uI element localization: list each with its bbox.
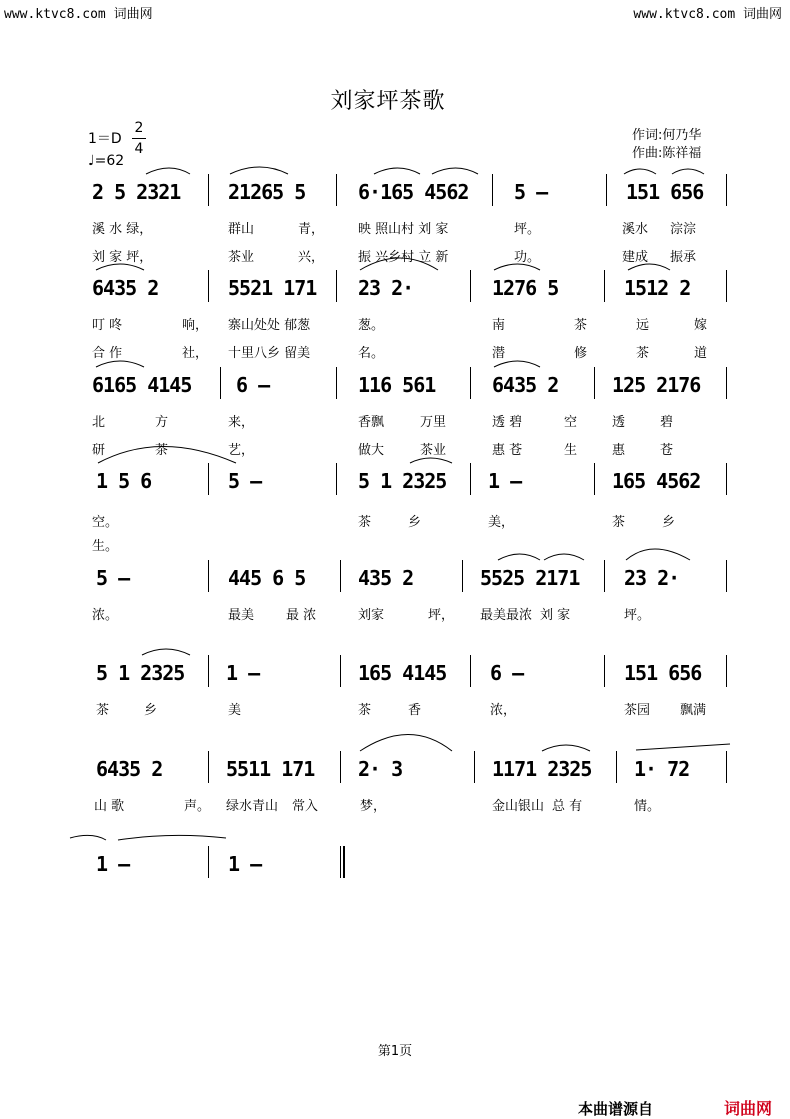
barline [208,751,209,783]
measure: 125 2176 [612,373,701,397]
lyric: 茶 [358,703,372,718]
measure: 165 4145 [358,661,447,685]
measure: 6435 2 [96,757,163,781]
measure: 1171 2325 [492,757,592,781]
lyric: 惠 苍 [492,443,523,458]
lyric: 情。 [634,799,661,814]
lyric: 碧 [660,415,674,430]
measure: 23 2· [624,566,680,590]
composer: 作曲:陈祥福 [632,146,702,161]
lyric: 金山银山 [492,799,545,814]
barline [604,270,605,302]
lyric: 十里八乡 留美 [228,346,311,361]
notes-row [0,757,790,787]
song-title: 刘家坪茶歌 [330,89,446,114]
barline [492,174,493,206]
measure: 445 6 5 [228,566,306,590]
barline [726,751,727,783]
lyric: 道 [694,346,708,361]
lyric: 最美最浓 [480,608,533,623]
lyric: 乡 [662,515,676,530]
lyric: 寨山处处 郁葱 [228,318,311,333]
lyric: 声。 [184,799,211,814]
measure: 6435 2 [92,276,159,300]
slur [498,554,540,560]
barline [616,751,617,783]
measure: 6 – [236,373,270,397]
lyric: 功。 [514,250,541,265]
measure: 1 – [226,661,260,685]
lyric: 社， [182,346,209,361]
lyric: 茶 [155,443,169,458]
lyric: 空。 [92,515,119,530]
measure: 6·165 4562 [358,180,469,204]
lyric: 透 碧 [492,415,523,430]
measure: 2· 3 [358,757,403,781]
slur [374,168,420,174]
measure: 6165 4145 [92,373,192,397]
lyric: 青， [298,222,325,237]
barline [470,270,471,302]
barline [208,846,209,878]
lyric: 万里 [420,415,447,430]
lyric: 茶 [96,703,110,718]
barline [336,463,337,495]
measure: 1512 2 [624,276,691,300]
page-number: 第1页 [377,1044,413,1059]
slur [624,169,656,174]
slur [626,549,690,560]
lyric: 生。 [92,539,119,554]
lyric: 映 照山村 刘 家 [358,222,449,237]
slur [96,361,144,367]
measure: 5 1 2325 [96,661,185,685]
barline [462,560,463,592]
lyric: 透 [612,415,626,430]
notes-row [0,373,790,403]
measure: 23 2· [358,276,414,300]
barline [726,174,727,206]
measure: 5 – [96,566,130,590]
slur [542,745,590,751]
lyric: 梦， [360,799,387,814]
notes-row [0,469,790,499]
lyric: 刘 家 [540,608,571,623]
barline [208,270,209,302]
tie [118,835,226,840]
lyric: 北 [92,415,106,430]
lyric: 茶 [574,318,588,333]
barline [470,655,471,687]
barline [340,655,341,687]
lyric: 茶园 [624,703,651,718]
lyric: 远 [636,318,650,333]
measure: 6 – [490,661,524,685]
lyric: 苍 [660,443,674,458]
measure: 5 1 2325 [358,469,447,493]
barline [470,367,471,399]
measure: 5 – [514,180,548,204]
measure: 5 – [228,469,262,493]
lyric: 合 作 [92,346,123,361]
footer-source-text: 本曲谱源自 [578,1100,654,1118]
time-signature-top: 2 [134,120,144,136]
notes-row [0,661,790,691]
lyric: 美 [228,703,242,718]
measure: 1 – [96,852,130,876]
barline [726,560,727,592]
lyric: 香 [408,703,422,718]
slur [544,554,584,560]
slur [146,168,190,174]
lyric: 坪， [428,608,455,623]
time-signature [132,119,146,158]
time-signature-divider [132,138,146,139]
lyric: 南 [492,318,506,333]
lyric: 总 有 [552,799,583,814]
lyric: 山 歌 [94,799,125,814]
notes-row [0,852,790,882]
lyric: 来， [228,415,255,430]
barline [726,463,727,495]
lyric: 茶 [636,346,650,361]
slur [494,361,540,367]
tie [636,744,730,750]
lyric: 生 [564,443,578,458]
barline [340,560,341,592]
barline [726,655,727,687]
barline [336,367,337,399]
time-signature-bottom: 4 [134,141,144,157]
quarter-note-icon: ♩ [88,153,95,169]
lyric: 溪 水 绿， [92,222,153,237]
barline [594,463,595,495]
barline [604,655,605,687]
barline [726,367,727,399]
tie [70,835,106,840]
slur [230,167,288,174]
credits [632,127,701,163]
slur [410,458,452,463]
watermark-right[interactable]: www.ktvc8.com 词曲网 [633,7,782,22]
watermark-left[interactable]: www.ktvc8.com 词曲网 [4,7,153,22]
measure: 5511 171 [226,757,315,781]
barline [470,463,471,495]
lyric: 艺， [228,443,255,458]
notes-row [0,566,790,596]
lyric: 嫁 [694,318,708,333]
measure: 165 4562 [612,469,701,493]
lyric: 葱。 [358,318,385,333]
measure: 435 2 [358,566,414,590]
measure: 2 5 2321 [92,180,181,204]
lyric: 响， [182,318,209,333]
lyric: 振 兴乡村 立 新 [358,250,449,265]
lyric: 方 [155,415,169,430]
barline [726,270,727,302]
lyric: 绿水青山 [226,799,279,814]
lyric: 刘 家 坪， [92,250,153,265]
notes-row [0,276,790,306]
measure: 5521 171 [228,276,317,300]
lyricist: 作词:何乃华 [632,128,702,143]
slur [142,649,190,655]
lyric: 浓。 [92,608,119,623]
lyric: 空 [564,415,578,430]
lyric: 惠 [612,443,626,458]
measure: 151 656 [624,661,702,685]
barline [594,367,595,399]
lyric: 坪。 [624,608,651,623]
lyric: 茶 [358,515,372,530]
lyric: 叮 咚 [92,318,123,333]
lyric: 群山 [228,222,255,237]
lyric: 淙淙 [670,222,697,237]
measure: 6435 2 [492,373,559,397]
lyric: 最 浓 [286,608,317,623]
lyric: 振承 [670,250,697,265]
lyric: 研 [92,443,106,458]
lyric: 建成 [622,250,649,265]
lyric: 刘家 [358,608,385,623]
lyric: 名。 [358,346,385,361]
measure: 1 – [488,469,522,493]
measure: 1 – [228,852,262,876]
slur [432,168,478,174]
lyric: 香飘 [358,415,385,430]
lyric: 茶业 [228,250,255,265]
lyric: 坪。 [514,222,541,237]
barline [336,174,337,206]
tempo-marking [88,153,124,169]
measure: 151 656 [626,180,704,204]
lyric: 最美 [228,608,255,623]
barline [208,174,209,206]
end-barline [343,846,345,878]
barline [208,463,209,495]
key-signature: 1＝D [88,131,122,147]
measure: 1276 5 [492,276,559,300]
measure: 1 5 6 [96,469,152,493]
lyric: 常入 [292,799,319,814]
barline [604,560,605,592]
barline [208,560,209,592]
footer-brand-link[interactable]: 词曲网 [724,1099,773,1118]
slur [672,169,704,174]
lyric: 乡 [408,515,422,530]
notes-row [0,180,790,210]
slur [360,735,452,752]
lyric: 修 [574,346,588,361]
barline [474,751,475,783]
lyric: 美， [488,515,515,530]
barline [336,270,337,302]
barline [340,846,341,878]
tempo-value: =62 [94,153,125,169]
barline [220,367,221,399]
lyric: 茶业 [420,443,447,458]
barline [208,655,209,687]
lyric: 兴， [298,250,325,265]
barline [606,174,607,206]
lyric: 乡 [144,703,158,718]
lyric: 潜 [492,346,506,361]
lyric: 溪水 [622,222,649,237]
measure: 116 561 [358,373,436,397]
lyric: 飘满 [680,703,707,718]
lyric: 茶 [612,515,626,530]
lyric: 浓， [490,703,517,718]
measure: 21265 5 [228,180,306,204]
measure: 5525 2171 [480,566,580,590]
barline [340,751,341,783]
measure: 1· 72 [634,757,690,781]
lyric: 做大 [358,443,385,458]
